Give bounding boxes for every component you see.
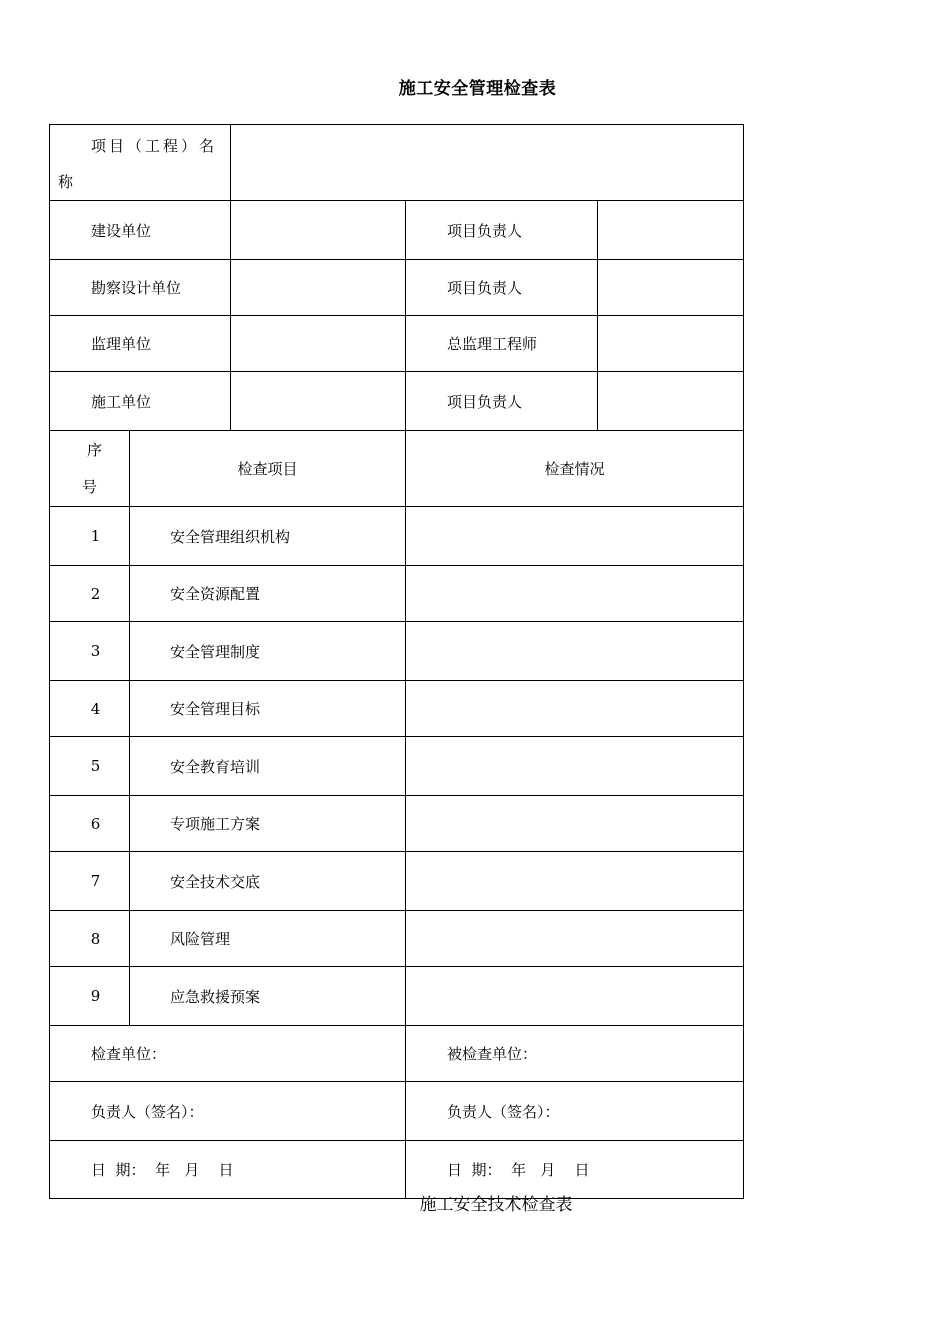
row-number: 1 (50, 507, 130, 566)
check-item-name: 安全管理目标 (130, 681, 406, 737)
check-status-cell[interactable] (406, 967, 744, 1026)
check-status-cell[interactable] (406, 681, 744, 737)
info-row-construction-unit (50, 201, 744, 260)
checklist-row (50, 852, 744, 911)
checklist-row (50, 796, 744, 852)
chief-supervisor-value[interactable] (598, 316, 744, 372)
info-row-survey-design-unit (50, 260, 744, 316)
checklist-row (50, 681, 744, 737)
chief-supervisor-label: 总监理工程师 (406, 316, 598, 372)
status-header: 检查情况 (406, 431, 744, 507)
check-item-name: 安全管理制度 (130, 622, 406, 681)
row-number: 9 (50, 967, 130, 1026)
contractor-unit-value[interactable] (231, 372, 406, 431)
info-row-supervision-unit (50, 316, 744, 372)
check-item-name: 风险管理 (130, 911, 406, 967)
supervision-unit-value[interactable] (231, 316, 406, 372)
seq-header: 序 号 (50, 431, 130, 507)
info-row-contractor-unit (50, 372, 744, 431)
check-status-cell[interactable] (406, 852, 744, 911)
checklist-row (50, 566, 744, 622)
project-name-value[interactable] (231, 125, 744, 201)
row-number: 5 (50, 737, 130, 796)
construction-unit-leader-value[interactable] (598, 201, 744, 260)
construction-unit-leader-label: 项目负责人 (406, 201, 598, 260)
item-header: 检查项目 (130, 431, 406, 507)
checklist-row (50, 967, 744, 1026)
project-name-label: 项目（工程）名 称 (50, 125, 231, 201)
inspected-unit-field[interactable]: 被检查单位： (406, 1026, 744, 1082)
check-status-cell[interactable] (406, 911, 744, 967)
inspection-form-table (49, 124, 744, 1199)
inspector-leader-signature[interactable]: 负责人（签名）： (50, 1082, 406, 1141)
checklist-row (50, 737, 744, 796)
survey-design-unit-label: 勘察设计单位 (50, 260, 231, 316)
checklist-row (50, 622, 744, 681)
supervision-unit-label: 监理单位 (50, 316, 231, 372)
check-status-cell[interactable] (406, 507, 744, 566)
inspector-unit-field[interactable]: 检查单位： (50, 1026, 406, 1082)
checklist-row (50, 507, 744, 566)
signoff-leader-row (50, 1082, 744, 1141)
check-item-name: 应急救援预案 (130, 967, 406, 1026)
check-status-cell[interactable] (406, 737, 744, 796)
row-number: 2 (50, 566, 130, 622)
project-name-row (50, 125, 744, 201)
check-item-name: 安全管理组织机构 (130, 507, 406, 566)
inspector-date-field[interactable]: 日 期： 年 月 日 (50, 1141, 406, 1199)
row-number: 4 (50, 681, 130, 737)
inspected-date-field[interactable]: 日 期： 年 月 日 (406, 1141, 744, 1199)
check-status-cell[interactable] (406, 796, 744, 852)
contractor-unit-label: 施工单位 (50, 372, 231, 431)
row-number: 8 (50, 911, 130, 967)
contractor-leader-label: 项目负责人 (406, 372, 598, 431)
row-number: 7 (50, 852, 130, 911)
row-number: 6 (50, 796, 130, 852)
survey-design-unit-value[interactable] (231, 260, 406, 316)
checklist-row (50, 911, 744, 967)
construction-unit-label: 建设单位 (50, 201, 231, 260)
survey-design-leader-label: 项目负责人 (406, 260, 598, 316)
next-form-title: 施工安全技术检查表 (419, 1195, 573, 1215)
signoff-unit-row (50, 1026, 744, 1082)
checklist-header-row (50, 431, 744, 507)
inspected-leader-signature[interactable]: 负责人（签名）： (406, 1082, 744, 1141)
check-item-name: 安全教育培训 (130, 737, 406, 796)
construction-unit-value[interactable] (231, 201, 406, 260)
check-item-name: 安全资源配置 (130, 566, 406, 622)
check-status-cell[interactable] (406, 622, 744, 681)
page-title: 施工安全管理检查表 (398, 79, 557, 99)
check-item-name: 安全技术交底 (130, 852, 406, 911)
row-number: 3 (50, 622, 130, 681)
check-status-cell[interactable] (406, 566, 744, 622)
contractor-leader-value[interactable] (598, 372, 744, 431)
check-item-name: 专项施工方案 (130, 796, 406, 852)
survey-design-leader-value[interactable] (598, 260, 744, 316)
